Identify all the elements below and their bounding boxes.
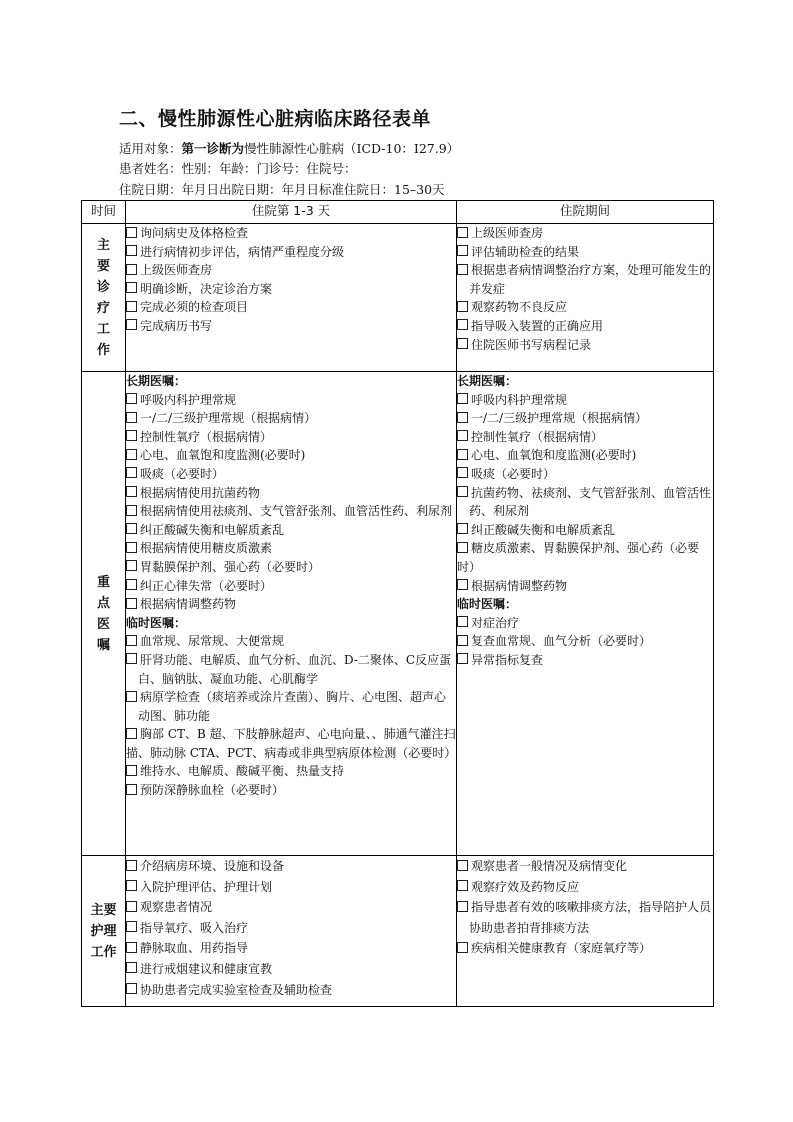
checkbox-icon[interactable] <box>457 579 468 590</box>
checkbox-icon[interactable] <box>457 635 468 646</box>
checkbox-icon[interactable] <box>126 921 137 932</box>
checkbox-icon[interactable] <box>126 880 137 891</box>
checklist-item <box>126 224 456 243</box>
checklist-item <box>126 938 456 959</box>
checklist-item <box>126 261 456 280</box>
checklist-item-text: 心电、血氧饱和度监测(必要时) <box>140 448 306 463</box>
applicable-bold: 第一诊断为 <box>181 141 245 156</box>
checklist-item-text: 指导氧疗、吸入治疗 <box>140 920 249 935</box>
checkbox-icon[interactable] <box>126 653 137 664</box>
checklist-item-text: 完成必须的检查项目 <box>140 300 249 315</box>
checklist-item-text: 一/二/三级护理常规（根据病情） <box>140 411 317 426</box>
checklist-item <box>126 897 456 918</box>
checklist-item <box>126 465 456 484</box>
label-key-orders: 重点医嘱 <box>82 372 126 856</box>
checklist-item-text: 控制性氧疗（根据病情） <box>140 429 273 444</box>
checklist-item-text: 介绍病房环境、设施和设备 <box>140 859 285 873</box>
checkbox-icon[interactable] <box>126 542 137 553</box>
checklist-item <box>126 959 456 980</box>
long-term-orders-heading: 长期医嘱： <box>126 374 187 388</box>
checklist-item-text: 肝肾功能、电解质、血气分析、血沉、D-二聚体、C反应蛋白、脑钠肽、凝血功能、心肌酶学 <box>138 652 452 686</box>
nursing-col1 <box>126 856 457 1007</box>
checklist-item-text: 指导吸入装置的正确应用 <box>471 318 604 333</box>
checklist-item-text: 血常规、尿常规、大便常规 <box>140 634 285 649</box>
checklist-item-text: 呼吸内科护理常规 <box>471 392 568 407</box>
checklist-item-text: 上级医师查房 <box>140 263 213 278</box>
checkbox-icon[interactable] <box>126 393 137 404</box>
checkbox-icon[interactable] <box>457 338 468 349</box>
checklist-item <box>457 336 713 355</box>
checkbox-icon[interactable] <box>457 227 468 238</box>
checklist-item-text: 维持水、电解质、酸碱平衡、热量支持 <box>140 764 345 779</box>
checklist-item <box>126 484 456 503</box>
checkbox-icon[interactable] <box>457 449 468 460</box>
checklist-item-text: 进行戒烟建议和健康宣教 <box>140 961 273 976</box>
checkbox-icon[interactable] <box>126 245 137 256</box>
checklist-item-text: 根据病情调整药物 <box>140 597 237 612</box>
checkbox-icon[interactable] <box>457 412 468 423</box>
checkbox-icon[interactable] <box>126 560 137 571</box>
checklist-item-text: 抗菌药物、祛痰剂、支气管舒张剂、血管活性药、利尿剂 <box>469 485 712 519</box>
checklist-item-text: 观察患者情况 <box>140 900 213 915</box>
checkbox-icon[interactable] <box>126 301 137 312</box>
checkbox-icon[interactable] <box>126 486 137 497</box>
header-time: 时间 <box>82 201 126 224</box>
nursing-col2 <box>457 856 714 1007</box>
checkbox-icon[interactable] <box>126 449 137 460</box>
orders-col1 <box>126 372 457 856</box>
checklist-item <box>126 280 456 299</box>
checkbox-icon[interactable] <box>457 880 468 891</box>
header-day1-3: 住院第 1-3 天 <box>126 201 457 224</box>
checklist-item-text: 胸部 CT、B 超、下肢静脉超声、心电向量、、肺通气灌注扫描、肺动脉 CTA、PCT、病毒或非典型病原体检测（必要时） <box>126 727 457 760</box>
checkbox-icon[interactable] <box>126 962 137 973</box>
checklist-item-text: 吸痰（必要时） <box>471 466 556 481</box>
temporary-orders-heading: 临时医嘱： <box>457 597 518 612</box>
checklist-item-text: 纠正心律失常（必要时） <box>140 578 273 593</box>
checkbox-icon[interactable] <box>457 319 468 330</box>
checklist-item <box>126 762 456 781</box>
diagnosis-col2 <box>457 224 714 372</box>
checklist-item-text: 根据病情使用抗菌药物 <box>140 485 261 500</box>
checklist-item-text: 复查血常规、血气分析（必要时） <box>471 634 652 649</box>
checkbox-icon[interactable] <box>457 616 468 627</box>
checklist-item <box>457 521 713 540</box>
checkbox-icon[interactable] <box>457 301 468 312</box>
checklist-item <box>457 938 713 959</box>
checklist-item <box>126 577 456 596</box>
date-line: 住院日期：年月日出院日期：年月日标准住院日：15–30天 <box>119 182 445 197</box>
checklist-item-text: 吸痰（必要时） <box>140 466 225 481</box>
checkbox-icon[interactable] <box>126 282 137 293</box>
row-diagnosis <box>82 224 714 372</box>
checklist-item <box>457 428 713 447</box>
checklist-item-text: 明确诊断，决定诊治方案 <box>140 281 273 296</box>
checklist-item <box>457 651 713 670</box>
checklist-item <box>457 446 713 465</box>
checkbox-icon[interactable] <box>457 901 468 912</box>
checklist-item <box>126 558 456 577</box>
checklist-item-text: 住院医师书写病程记录 <box>471 337 592 352</box>
checklist-item <box>457 632 713 651</box>
checklist-item <box>126 502 456 521</box>
checklist-item-text: 静脉取血、用药指导 <box>140 941 249 956</box>
checklist-item-text: 指导患者有效的咳嗽排痰方法，指导陪护人员协助患者拍背排痰方法 <box>469 900 712 935</box>
checkbox-icon[interactable] <box>126 598 137 609</box>
checkbox-icon[interactable] <box>126 579 137 590</box>
checklist-item <box>457 897 713 938</box>
checkbox-icon[interactable] <box>126 901 137 912</box>
checklist-item <box>457 484 713 521</box>
checkbox-icon[interactable] <box>126 264 137 275</box>
checkbox-icon[interactable] <box>126 505 137 516</box>
checklist-item-text: 观察药物不良反应 <box>471 300 568 315</box>
checklist-item-text: 根据病情使用糖皮质激素 <box>140 541 273 556</box>
checklist-item-text: 进行病情初步评估，病情严重程度分级 <box>140 244 345 259</box>
checklist-item <box>126 446 456 465</box>
checklist-item-text: 评估辅助检查的结果 <box>471 244 580 259</box>
checklist-item <box>457 577 713 596</box>
checkbox-icon[interactable] <box>126 784 137 795</box>
diagnosis-col1 <box>126 224 457 372</box>
checklist-item-text: 疾病相关健康教育（家庭氧疗等） <box>471 941 652 956</box>
checkbox-icon[interactable] <box>457 245 468 256</box>
checklist-item <box>126 298 456 317</box>
checklist-item <box>126 918 456 939</box>
checklist-item-text: 上级医师查房 <box>471 226 544 240</box>
checklist-item-text: 异常指标复查 <box>471 652 544 667</box>
checklist-item-text: 入院护理评估、护理计划 <box>140 879 273 894</box>
checklist-item-text: 心电、血氧饱和度监测(必要时) <box>471 448 637 463</box>
checkbox-icon[interactable] <box>126 765 137 776</box>
applicable-rest: 慢性肺源性心脏病（ICD-10：I27.9） <box>244 141 460 156</box>
checklist-item <box>457 409 713 428</box>
checklist-item-text: 胃黏膜保护剂、强心药（必要时） <box>140 559 321 574</box>
checklist-item <box>126 980 456 1001</box>
checklist-item-text: 呼吸内科护理常规 <box>140 392 237 407</box>
checkbox-icon[interactable] <box>126 635 137 646</box>
header-row <box>82 201 714 224</box>
checklist-item-text: 控制性氧疗（根据病情） <box>471 429 604 444</box>
checklist-item-text: 协助患者完成实验室检查及辅助检查 <box>140 982 333 997</box>
checklist-item <box>126 539 456 558</box>
checkbox-icon[interactable] <box>126 523 137 534</box>
checklist-item-text: 询问病史及体格检查 <box>140 226 249 240</box>
label-diagnosis-work: 主要诊疗工作 <box>82 224 126 372</box>
checklist-item <box>126 856 456 877</box>
checklist-item <box>126 391 456 410</box>
checklist-item <box>126 428 456 447</box>
checklist-item <box>457 856 713 877</box>
checklist-item-text: 观察患者一般情况及病情变化 <box>471 859 628 873</box>
checkbox-icon[interactable] <box>457 430 468 441</box>
checkbox-icon[interactable] <box>457 860 468 871</box>
checkbox-icon[interactable] <box>126 942 137 953</box>
checklist-item <box>126 725 456 762</box>
page-title: 二、慢性肺源性心脏病临床路径表单 <box>119 108 432 130</box>
checklist-item <box>457 877 713 898</box>
checklist-item <box>126 243 456 262</box>
applicable-prefix: 适用对象： <box>119 141 182 156</box>
patient-info-line: 患者姓名：性别：年龄：门诊号：住院号： <box>119 161 357 176</box>
checklist-item <box>126 781 456 800</box>
checklist-item-text: 病原学检查（痰培养或涂片查菌）、胸片、心电图、超声心动图、肺功能 <box>138 690 447 723</box>
checkbox-icon[interactable] <box>126 728 137 739</box>
checklist-item <box>126 632 456 651</box>
checkbox-icon[interactable] <box>457 467 468 478</box>
checkbox-icon[interactable] <box>126 860 137 871</box>
row-orders <box>82 372 714 856</box>
checkbox-icon[interactable] <box>457 653 468 664</box>
checkbox-icon[interactable] <box>126 467 137 478</box>
checklist-item-text: 预防深静脉血栓（必要时） <box>140 783 285 798</box>
checklist-item <box>457 614 713 633</box>
checklist-item <box>457 317 713 336</box>
checkbox-icon[interactable] <box>126 983 137 994</box>
checklist-item-text: 纠正酸碱失衡和电解质紊乱 <box>140 522 285 537</box>
checkbox-icon[interactable] <box>457 393 468 404</box>
checklist-item <box>457 465 713 484</box>
checkbox-icon[interactable] <box>457 486 468 497</box>
checklist-item-text: 一/二/三级护理常规（根据病情） <box>471 411 648 426</box>
checklist-item-text: 纠正酸碱失衡和电解质紊乱 <box>471 522 616 537</box>
checklist-item-text: 根据病情使用祛痰剂、支气管舒张剂、血管活性药、利尿剂 <box>140 504 453 519</box>
checkbox-icon[interactable] <box>457 523 468 534</box>
checkbox-icon[interactable] <box>126 319 137 330</box>
checklist-item <box>457 298 713 317</box>
checklist-item <box>126 595 456 614</box>
checklist-item <box>457 391 713 410</box>
checklist-item <box>457 539 713 576</box>
checklist-item-text: 糖皮质激素、胃黏膜保护剂、强心药（必要时） <box>457 541 700 574</box>
checklist-item <box>457 261 713 298</box>
checklist-item <box>126 688 456 725</box>
checklist-item <box>457 243 713 262</box>
checkbox-icon[interactable] <box>126 430 137 441</box>
checkbox-icon[interactable] <box>126 691 137 702</box>
row-nursing <box>82 856 714 1007</box>
checklist-item <box>126 877 456 898</box>
checklist-item <box>126 651 456 688</box>
checkbox-icon[interactable] <box>457 942 468 953</box>
checkbox-icon[interactable] <box>457 264 468 275</box>
checkbox-icon[interactable] <box>126 227 137 238</box>
checklist-item <box>457 224 713 243</box>
long-term-orders-heading: 长期医嘱： <box>457 374 518 388</box>
label-nursing-work: 主要护理工作 <box>82 856 126 1007</box>
checklist-item <box>126 317 456 336</box>
checklist-item-text: 根据病情调整药物 <box>471 578 568 593</box>
applicable-line <box>119 139 459 159</box>
orders-col2 <box>457 372 714 856</box>
checklist-item <box>126 409 456 428</box>
header-hospital-period: 住院期间 <box>457 201 714 224</box>
checklist-item-text: 根据患者病情调整治疗方案，处理可能发生的并发症 <box>469 263 712 296</box>
temporary-orders-heading: 临时医嘱： <box>126 615 187 630</box>
checklist-item-text: 观察疗效及药物反应 <box>471 879 580 894</box>
checkbox-icon[interactable] <box>457 542 468 553</box>
checklist-item-text: 完成病历书写 <box>140 318 213 333</box>
checkbox-icon[interactable] <box>126 412 137 423</box>
checklist-item-text: 对症治疗 <box>471 615 520 630</box>
checklist-item <box>126 521 456 540</box>
clinical-pathway-table <box>81 200 714 1007</box>
